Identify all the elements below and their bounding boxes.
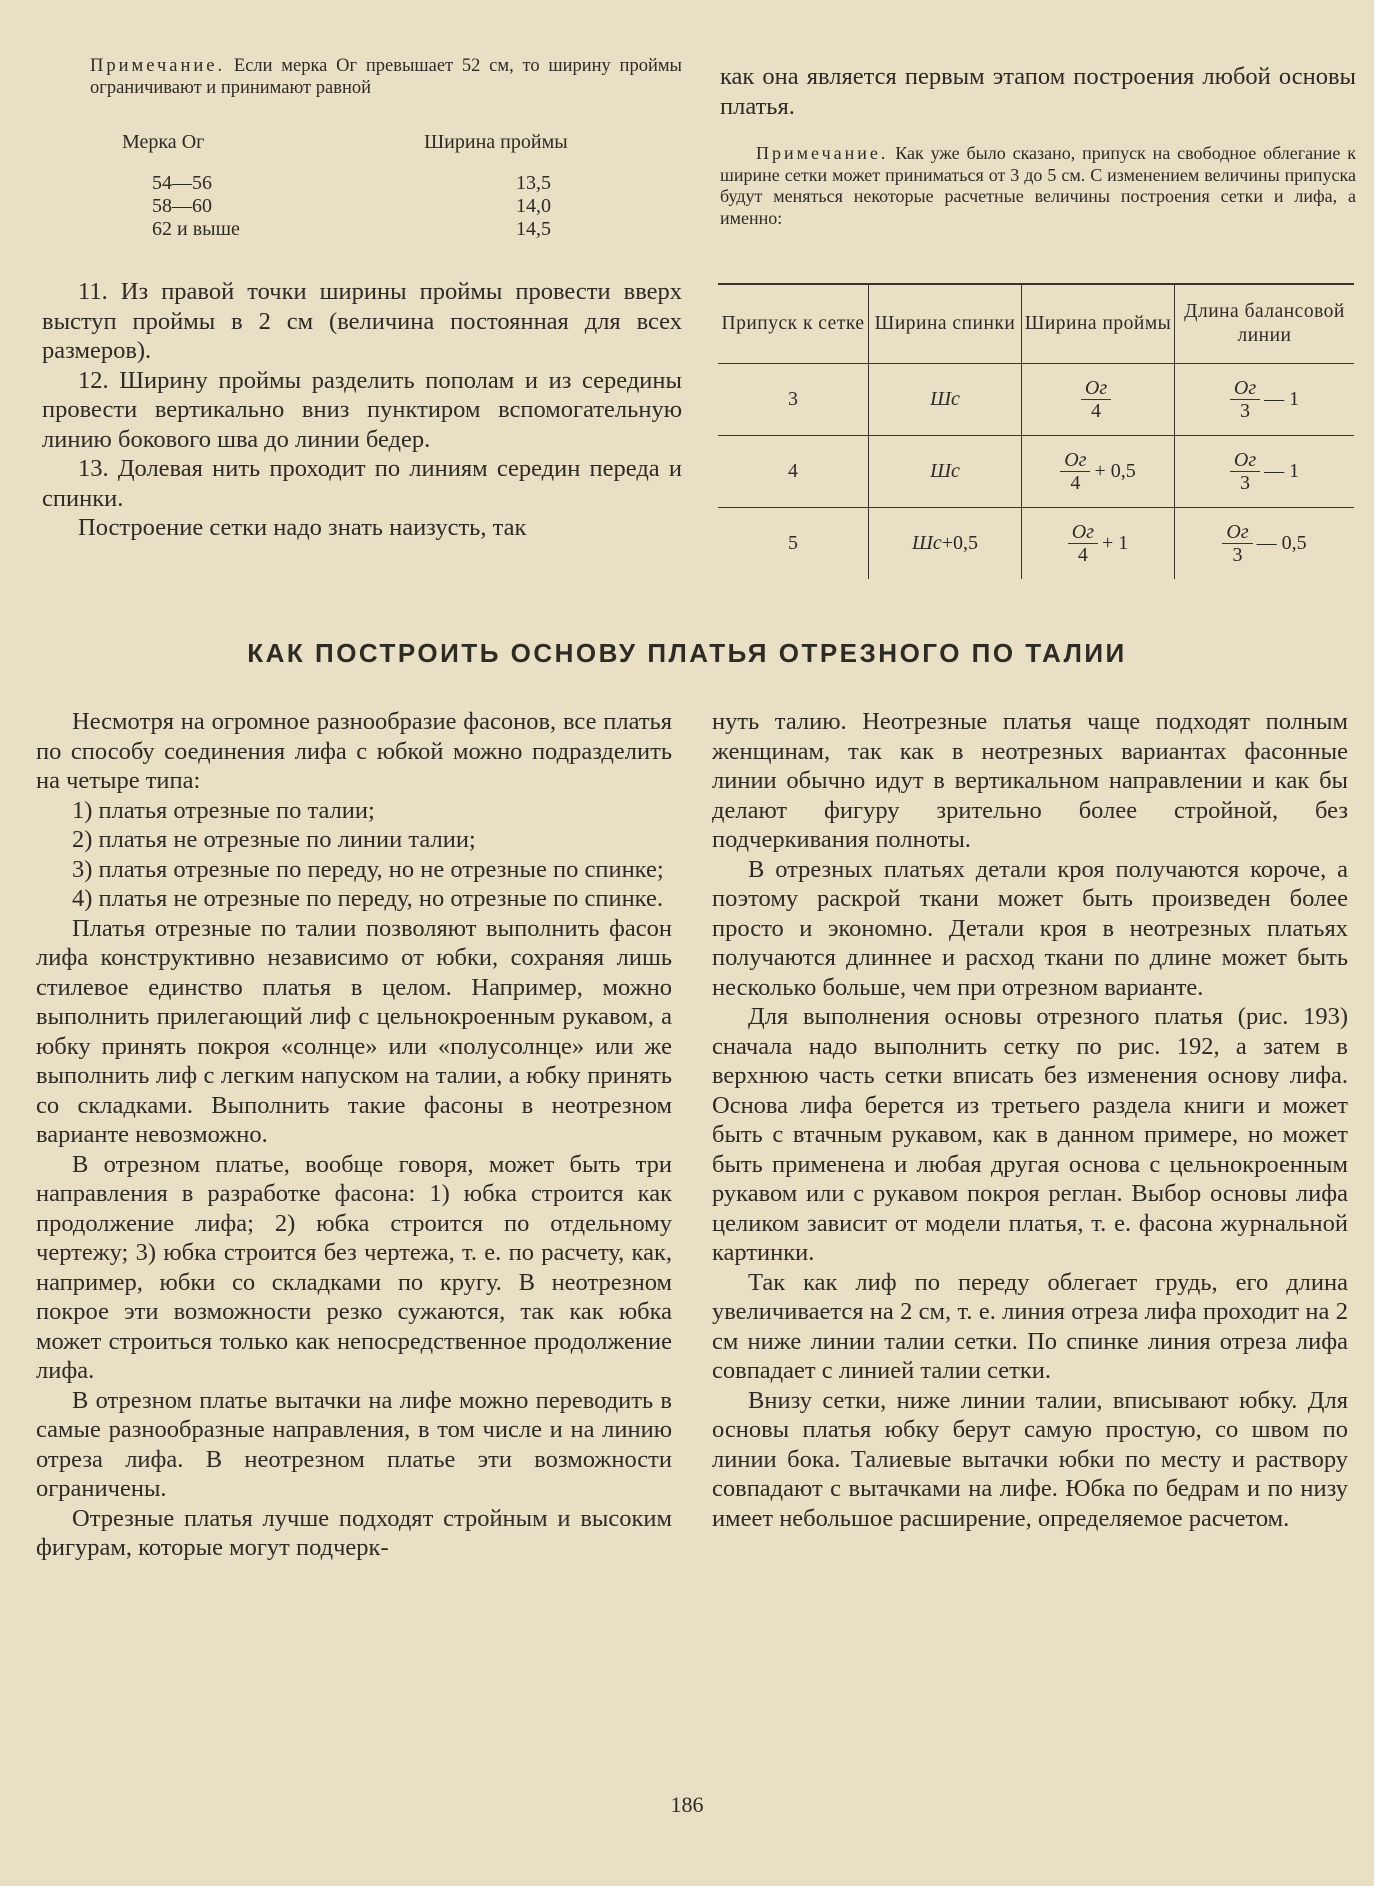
table-row: 58—60 14,0 [152,195,551,217]
armhole-note [42,55,682,99]
paragraph: Внизу сетки, ниже линии талии, вписывают юбку. Для основы платья юбку берут самую простую, со швом по линии бока. Талиевые вытачки юбки по месту и раствору совпадают с вытачками на лифе. Юбка по бедрам и по низу имеет небольшое расширение, определяемое расчетом. [712,1386,1348,1532]
bottom-left-column [36,707,672,1563]
paragraph: Платья отрезные по талии позволяют выполнить фасон лифа конструктивно независимо от юбки, сохраняя лишь стилевое единство платья в целом. Например, можно выполнить прилегающий лиф с цельнокроенным рукавом, а юбку принять покроя «солнце» или «полусолнце» или же выполнить лиф с легким напуском на талии, а юбку принять со складками. Выполнить такие фасоны в неотрезном варианте невозможно. [36,914,672,1148]
paragraph: В отрезном платье вытачки на лифе можно переводить в самые разнообразные направления, в том числе и на линию отреза лифа. В неотрезном платье эти возможности ограничены. [36,1386,672,1502]
top-left-column [42,55,682,543]
paragraph: В отрезном платье, вообще говоря, может быть три направления в разработке фасона: 1) юбка строится как продолжение лифа; 2) юбка строится по отдельному чертежу; 3) юбка строится без чертежа, т. е. по расчету, как, например, юбки со складками по кругу. В неотрезном покрое эти возможности резко сужаются, так как юбка может строиться только как непосредственное продолжение лифа. [36,1150,672,1384]
page-number: 186 [670,1792,704,1817]
step-12: 12. Ширину проймы разделить пополам и из середины провести вертикально вниз пунктиром вспомогательную линию бокового шва до линии бедер. [42,366,682,453]
col-header-allowance: Припуск к сетке [718,284,869,364]
list-item: 2) платья не отрезные по линии талии; [72,826,476,853]
col-header-armhole-width: Ширина проймы [1022,284,1175,364]
table-row: 4 Шс $\frac{Ог}{4}$ + 0,5 $\frac{Ог}{3}$ — 1 [718,436,1354,508]
col-header-armhole: Ширина проймы [424,131,568,153]
note-label: Примечание. [756,143,889,163]
col-header-back-width: Ширина спинки [869,284,1022,364]
paragraph: Для выполнения основы отрезного платья (рис. 193) сначала надо выполнить сетку по рис. 192, а затем в верхнюю часть сетки вписать без изменения основу лифа. Основа лифа берется из третьего раздела книги и может быть с втачным рукавом, как в данном примере, но может быть применена и любая другая основа с цельнокроенным рукавом или с рукавом покроя реглан. Выбор основы лифа целиком зависит от модели платья, т. е. фасона журнальной картинки. [712,1003,1348,1266]
construction-steps [42,277,682,543]
paragraph: Так как лиф по переду облегает грудь, его длина увеличивается на 2 см, т. е. линия отреза лифа проходит на 2 см ниже линии талии сетки. По спинке линия отреза лифа совпадает с линией талии сетки. [712,1268,1348,1384]
note-text: Как уже было сказано, припуск на свободное облегание к ширине сетки может приниматься от 3 до 5 см. С изменением величины припуска будут меняться некоторые расчетные величины построения сетки и лифа, а именно: [720,143,1357,228]
col-header-balance-line: Длина балансовой линии [1175,284,1355,364]
table-row: 3 Шс $\frac{Ог}{4}$ $\frac{Ог}{3}$ — 1 [718,364,1354,436]
list-item: 3) платья отрезные по переду, но не отрезные по спинке; [72,855,664,883]
allowance-note [720,143,1356,229]
table-row: 62 и выше 14,5 [152,218,551,240]
top-right-column [720,62,1356,229]
col-header-measure: Мерка Ог [122,131,205,153]
paragraph: Отрезные платья лучше подходят стройным и высоким фигурам, которые могут подчерк- [36,1504,672,1561]
table-row: 54—56 13,5 [152,172,551,194]
paragraph: Несмотря на огромное разнообразие фасонов, все платья по способу соединения лифа с юбкой можно подразделить на четыре типа: [36,708,672,794]
allowance-formula-table [718,283,1354,579]
step-13: 13. Долевая нить проходит по линиям середин переда и спинки. [42,455,682,512]
paragraph: В отрезных платьях детали кроя получаются короче, а поэтому раскрой ткани может быть произведен более просто и экономно. Детали кроя в неотрезных платьях получаются длиннее и расход ткани по длине может быть несколько больше, чем при отрезном варианте. [712,855,1348,1001]
paragraph: нуть талию. Неотрезные платья чаще подходят полным женщинам, так как в неотрезных вариантах фасонные линии обычно идут в вертикальном направлении и как бы делают фигуру зрительно более стройной, без подчеркивания полноты. [712,708,1348,853]
section-heading: КАК ПОСТРОИТЬ ОСНОВУ ПЛАТЬЯ ОТРЕЗНОГО ПО ТАЛИИ [247,638,1127,668]
armhole-width-table [122,131,568,241]
continuation-text: как она является первым этапом построения любой основы платья. [720,63,1356,120]
note-label: Примечание. [90,56,226,76]
step-11: 11. Из правой точки ширины проймы провести вверх выступ проймы в 2 см (величина постоянная для всех размеров). [42,278,682,364]
list-item: 1) платья отрезные по талии; [72,796,375,824]
grid-paragraph: Построение сетки надо знать наизусть, так [78,514,527,541]
note-text: Если мерка Ог превышает 52 см, то ширину проймы ограничивают и принимают равной [90,56,682,98]
table-row: 5 Шс+0,5 $\frac{Ог}{4}$ + 1 $\frac{Ог}{3}$ — 0,5 [718,508,1354,580]
list-item: 4) платья не отрезные по переду, но отрезные по спинке. [72,885,663,912]
bottom-right-column [712,707,1348,1533]
